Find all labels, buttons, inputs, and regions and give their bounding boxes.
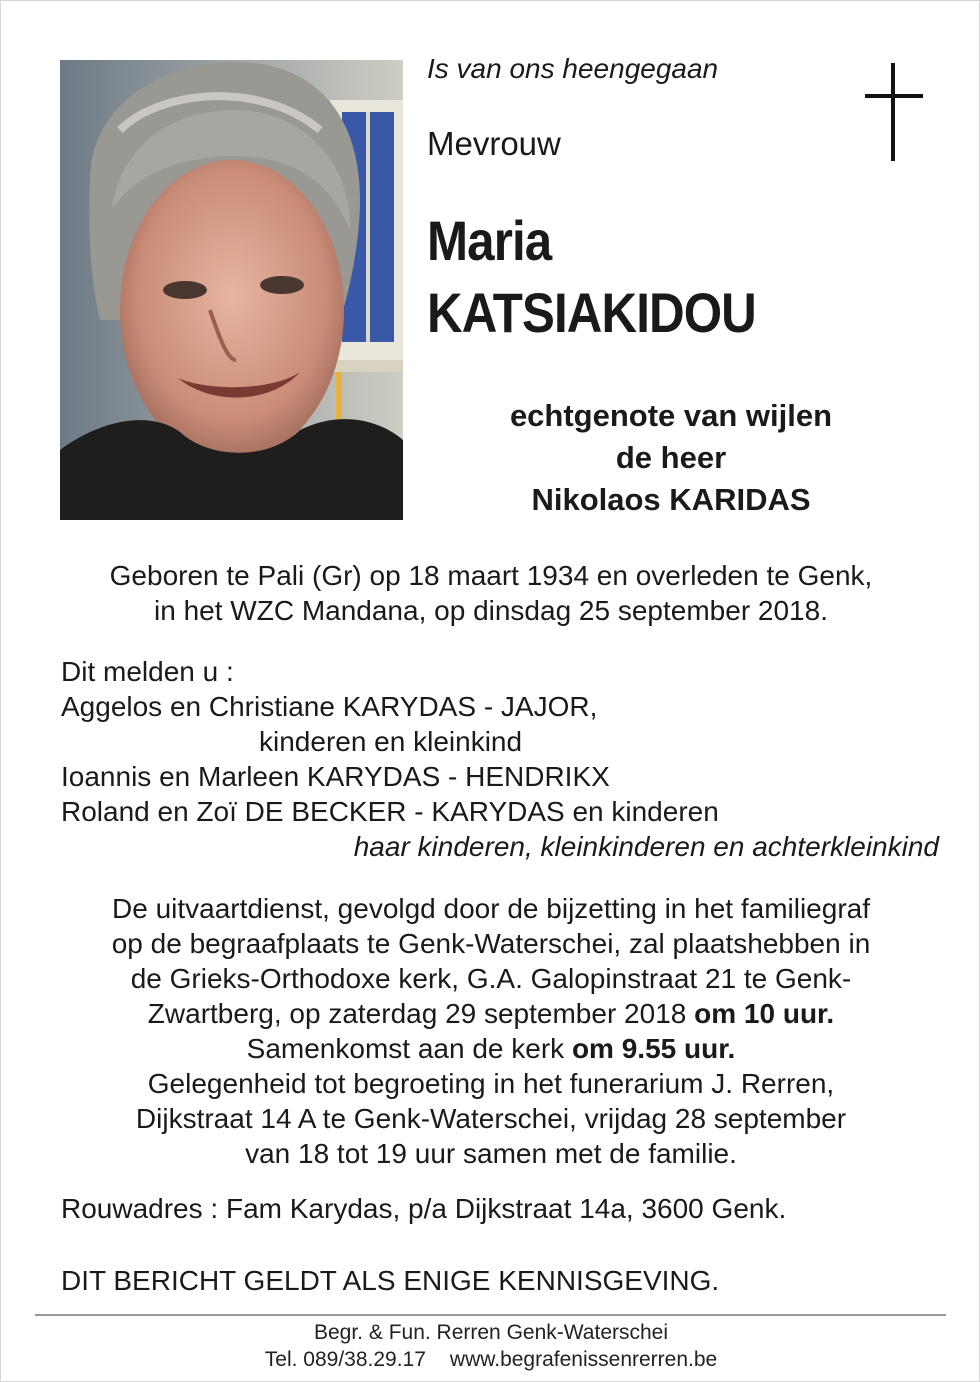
footer-contact <box>1 1346 980 1373</box>
ceremony-line <box>41 996 941 1031</box>
ceremony-line: Gelegenheid tot begroeting in het funerarium J. Rerren, <box>147 1068 835 1099</box>
cross-icon <box>865 63 923 161</box>
footer-divider <box>35 1314 946 1316</box>
death-line: in het WZC Mandana, op dinsdag 25 september 2018. <box>154 595 828 626</box>
ceremony-line: Dijkstraat 14 A te Genk-Waterschei, vrijdag 28 september <box>135 1103 847 1134</box>
ceremony-line: van 18 tot 19 uur samen met de familie. <box>245 1138 737 1169</box>
birth-death-text <box>41 558 941 628</box>
ceremony-date: Zwartberg, op zaterdag 29 september 2018 <box>147 998 687 1029</box>
announcer-line: Aggelos en Christiane KARYDAS - JAJOR, <box>61 691 598 722</box>
announcer-line: Ioannis en Marleen KARYDAS - HENDRIKX <box>61 761 610 792</box>
mourning-address: Rouwadres : Fam Karydas, p/a Dijkstraat 14a, 3600 Genk. <box>61 1193 787 1224</box>
announcer-line: kinderen en kleinkind <box>259 726 523 757</box>
portrait-photo <box>60 60 403 520</box>
family-summary: haar kinderen, kleinkinderen en achterkleinkind <box>353 831 939 862</box>
honorific-title: Mevrouw <box>427 125 561 162</box>
gathering-text: Samenkomst aan de kerk <box>246 1033 565 1064</box>
ceremony-line <box>41 1031 941 1066</box>
spouse-block <box>431 395 911 521</box>
intro-text: Is van ons heengegaan <box>427 53 719 84</box>
announcer-line: Roland en Zoï DE BECKER - KARYDAS en kinderen <box>61 796 719 827</box>
spouse-name: Nikolaos KARIDAS <box>531 482 811 517</box>
ceremony-time: om 10 uur. <box>694 998 835 1029</box>
first-name: Maria <box>427 209 552 272</box>
last-name: KATSIAKIDOU <box>427 281 756 344</box>
gathering-time: om 9.55 uur. <box>571 1033 736 1064</box>
spouse-line: echtgenote van wijlen <box>509 398 833 433</box>
official-notice: DIT BERICHT GELDT ALS ENIGE KENNISGEVING. <box>61 1265 720 1296</box>
announce-heading: Dit melden u : <box>61 656 234 687</box>
announcers-list <box>61 654 941 864</box>
footer-website[interactable]: www.begrafenissenrerren.be <box>449 1348 718 1371</box>
ceremony-line: op de begraafplaats te Genk-Waterschei, zal plaatshebben in <box>111 928 871 959</box>
ceremony-line: De uitvaartdienst, gevolgd door de bijzetting in het familiegraf <box>112 893 870 924</box>
ceremony-text <box>41 891 941 1171</box>
deceased-name <box>427 205 756 349</box>
funeral-home-name: Begr. & Fun. Rerren Genk-Waterschei <box>313 1321 669 1344</box>
spouse-line: de heer <box>615 440 727 475</box>
birth-line: Geboren te Pali (Gr) op 18 maart 1934 en overleden te Genk, <box>109 560 873 591</box>
ceremony-line: de Grieks-Orthodoxe kerk, G.A. Galopinstraat 21 te Genk- <box>130 963 852 994</box>
footer <box>1 1319 980 1373</box>
footer-phone: Tel. 089/38.29.17 <box>264 1348 426 1371</box>
